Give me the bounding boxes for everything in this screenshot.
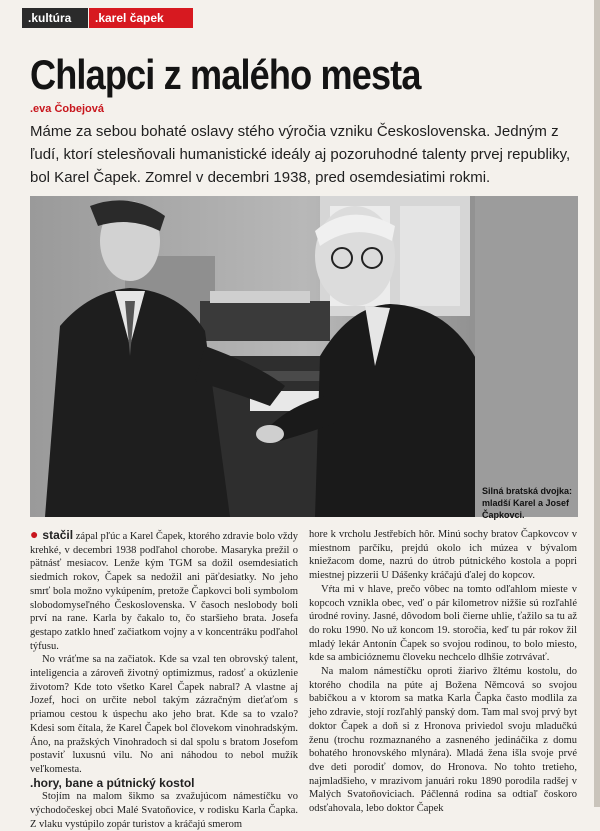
photo-illustration bbox=[30, 196, 578, 517]
paragraph-1 bbox=[30, 528, 298, 653]
paragraph-4: hore k vrcholu Jestřebích hôr. Minú sochy bratov Čapkovcov v miestnom parčíku, prejdú okolo ich múzea v bývalom kniežacom dome, nazrú do útrob pútnického kostola a popri miestnej pizzerii U Dášenky kráčajú ďalej do kopcov. bbox=[309, 529, 577, 582]
paragraph-5: Vŕta mi v hlave, prečo vôbec na tomto odľahlom mieste v kopcoch vznikla obec, veď o pár kilometrov nižšie sú rozľahlé úrodné roviny. Jasné, dôvodom boli čierne uhlie, ťažilo sa tu až do roku 1990. No už koncom 19. storočia, keď tu pár rokov žil mladý lekár Antonín Čapek so svojou rodinou, to bolo miesto, kde sa ambicióznemu človeku nechcelo dlhšie zotrvávať. bbox=[309, 583, 577, 664]
article-title: Chlapci z malého mesta bbox=[30, 51, 421, 98]
lead-in-bullet: ● bbox=[30, 526, 43, 542]
body-column-left bbox=[30, 528, 298, 831]
topic-tag: .karel čapek bbox=[89, 8, 193, 28]
article-photo bbox=[30, 196, 578, 517]
section-tag: .kultúra bbox=[22, 8, 88, 28]
body-column-right bbox=[309, 528, 577, 816]
section-header bbox=[0, 0, 600, 30]
photo-caption: Silná bratská dvojka: mladší Karel a Josef Čapkovci. bbox=[482, 486, 573, 520]
article-author: .eva Čobejová bbox=[30, 103, 104, 115]
subheading: .hory, bane a pútnický kostol bbox=[30, 775, 195, 790]
article-lead: Máme za sebou bohaté oslavy stého výročia vzniku Československa. Jedným z ľudí, ktorí stelesňovali humanistické ideály aj pozoruhodné talenty prvej republiky, bol Karel Čapek. Zomrel v decembri 1938, pred osemdesiatimi rokmi. bbox=[30, 123, 571, 186]
lead-in-word: stačil bbox=[42, 528, 74, 542]
paragraph-2: No vráťme sa na začiatok. Kde sa vzal ten obrovský talent, inteligencia a zároveň životný optimizmus, radosť a okúzlenie životom? Kde toto všetko Karel Čapek nabral? A vlastne aj Jozef, hoci on určite nebol takým zázračným dieťaťom s priamou cestou k úspechu ako jeho brat. Kde sa to vzalo? Kdesi som čítala, že Karel Čapek bol človekom vinohradským. Áno, na pražských Vinohradoch si dal spolu s bratom Josefom postaviť luxusnú vilu. No ani náhodou to nebol mužík veľkomesta. bbox=[30, 654, 298, 775]
paragraph-3: Stojím na malom šikmo sa zvažujúcom námestíčku vo východočeskej obci Malé Svatoňovice, v rodisku Karla Čapka. Z vlaku vystúpilo zopár turistov a kráčajú smerom bbox=[30, 791, 298, 830]
page-edge bbox=[594, 0, 600, 807]
paragraph-6: Na malom námestíčku oproti žiarivo žltému kostolu, do ktorého chodila na púte aj Božena Němcová so svojou babičkou a v ktorom sa matka Karla Čapka často modlila za jeho zdravie, stojí rozľahlý panský dom. Tam mal svoj prvý byt doktor Čapek a doň si z Hronova priviedol svoju mladučkú ženu (trochu rozmaznaného a zasneného jedináčika z domu bohatého hronovského mlynára). Mladá žena išla svoje prvé dve deti porodiť domov, do Hronova. No tohto tretieho, najmladšieho, v mrazivom januári roku 1890 porodila radšej v Malých Svatoňoviciach. Páčlenná rodina sa odtiaľ čoskoro odsťahovala, lebo doktor Čapek bbox=[309, 666, 577, 815]
paragraph-1-text: zápal pľúc a Karel Čapek, ktorého zdravie bolo vždy krehké, v decembri 1938 podľahol chorobe. Masaryka prežil o pätnásť mesiacov. Lenže kým TGM sa dožil osemdesiatich siedmich rokov, Čapek sa nedožil ani päťdesiatky. No jeho smrť bola možno vykúpením, pretože Čapkovci boli symbolom slobodomyseľného Československa. V časoch neslobody boli prví na rane. Karla by čakalo to, čo staršieho brata. Josefa gestapo zatklo hneď začiatkom vojny a v koncentráku podľahol týfusu. bbox=[30, 531, 298, 652]
